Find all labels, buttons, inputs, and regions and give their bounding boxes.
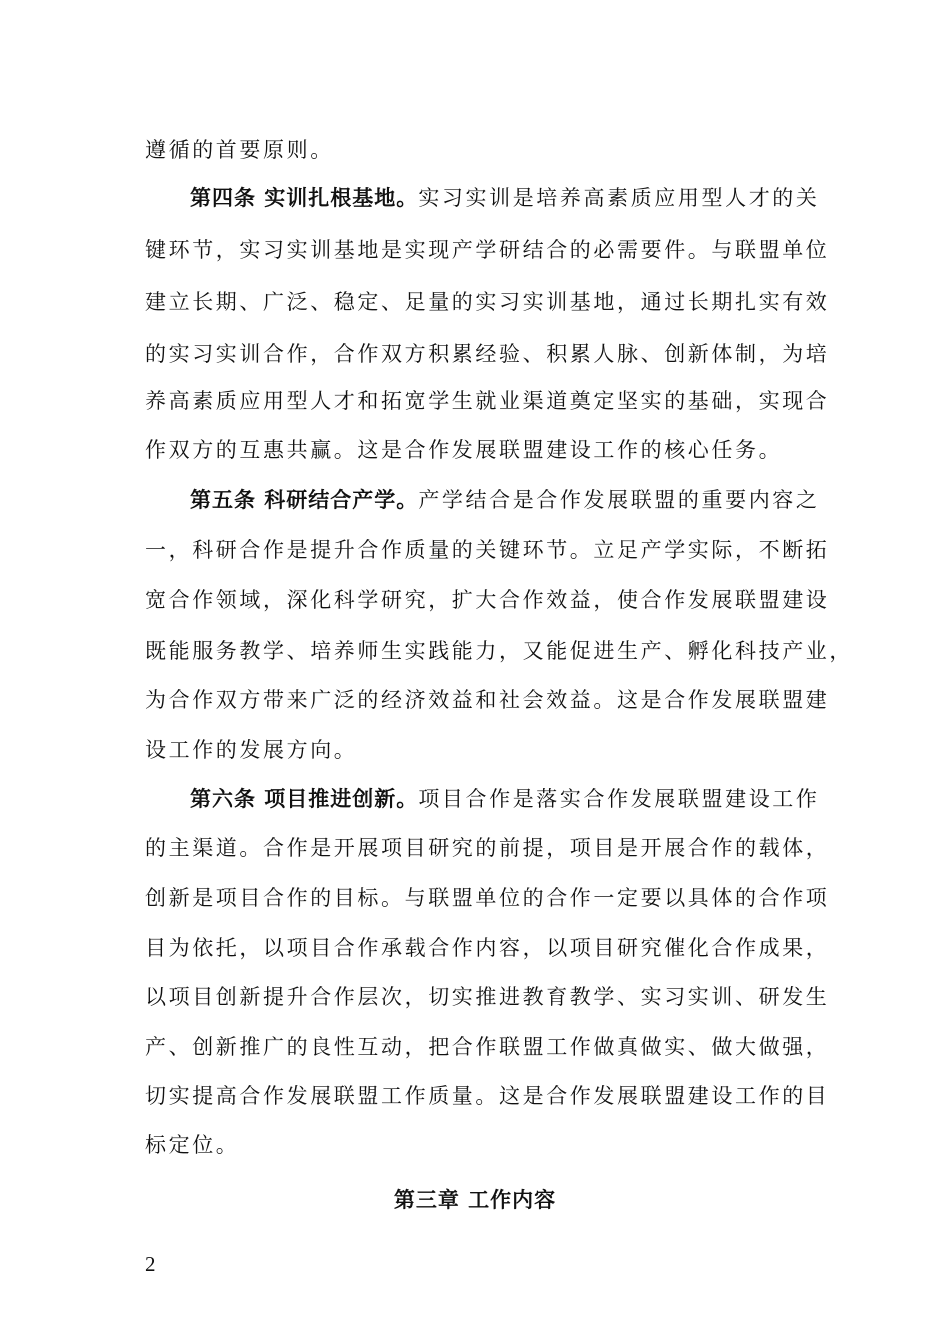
text-line: 一，科研合作是提升合作质量的关键环节。立足产学实际，不断拓 [145, 538, 830, 562]
page-number: 2 [145, 1252, 156, 1276]
article-heading: 第五条 科研结合产学。 [190, 488, 419, 512]
text-line: 目为依托，以项目合作承载合作内容，以项目研究催化合作成果， [145, 936, 830, 960]
text-line: 的实习实训合作，合作双方积累经验、积累人脉、创新体制，为培 [145, 342, 830, 366]
text-line: 遵循的首要原则。 [145, 138, 334, 162]
text-line: 的主渠道。合作是开展项目研究的前提，项目是开展合作的载体， [145, 836, 830, 860]
text-line: 以项目创新提升合作层次，切实推进教育教学、实习实训、研发生 [145, 985, 830, 1009]
article-6-first-line: 第六条 项目推进创新。项目合作是落实合作发展联盟建设工作 [190, 787, 820, 811]
text-line: 养高素质应用型人才和拓宽学生就业渠道奠定坚实的基础，实现合 [145, 389, 830, 413]
article-4-first-line: 第四条 实训扎根基地。实习实训是培养高素质应用型人才的关 [190, 186, 820, 210]
text-line: 为合作双方带来广泛的经济效益和社会效益。这是合作发展联盟建 [145, 688, 830, 712]
text-line: 作双方的互惠共赢。这是合作发展联盟建设工作的核心任务。 [145, 438, 783, 462]
text-line: 设工作的发展方向。 [145, 738, 358, 762]
text-line: 既能服务教学、培养师生实践能力，又能促进生产、孵化科技产业， [145, 639, 853, 663]
chapter-title: 第三章 工作内容 [393, 1188, 557, 1212]
text-line: 建立长期、广泛、稳定、足量的实习实训基地，通过长期扎实有效 [145, 290, 830, 314]
article-heading: 第四条 实训扎根基地。 [190, 186, 419, 210]
text-line: 切实提高合作发展联盟工作质量。这是合作发展联盟建设工作的目 [145, 1084, 830, 1108]
text-line: 键环节，实习实训基地是实现产学研结合的必需要件。与联盟单位 [145, 238, 830, 262]
text-line: 创新是项目合作的目标。与联盟单位的合作一定要以具体的合作项 [145, 886, 830, 910]
text-line: 产、创新推广的良性互动，把合作联盟工作做真做实、做大做强， [145, 1035, 830, 1059]
article-5-first-line: 第五条 科研结合产学。产学结合是合作发展联盟的重要内容之 [190, 488, 820, 512]
text-line: 宽合作领域，深化科学研究，扩大合作效益，使合作发展联盟建设 [145, 588, 830, 612]
text-line: 标定位。 [145, 1133, 240, 1157]
article-heading: 第六条 项目推进创新。 [190, 787, 419, 811]
